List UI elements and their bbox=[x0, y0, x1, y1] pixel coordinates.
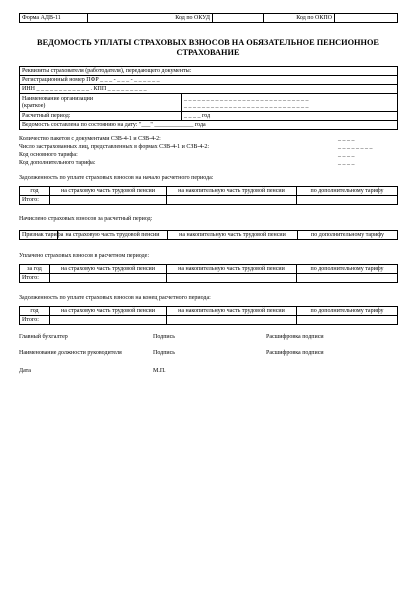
okpo-label: Код по ОКПО bbox=[264, 14, 335, 23]
signature-decoding-label: Расшифровка подписи bbox=[266, 350, 324, 356]
requisites-header: Реквизиты страхователя (работодателя), передающего документы: bbox=[20, 67, 398, 76]
col-header: на страховую часть трудовой пенсии bbox=[50, 307, 167, 316]
okud-code-field[interactable] bbox=[213, 14, 264, 23]
col-header: на страховую часть трудовой пенсии bbox=[50, 187, 167, 196]
col-header: на накопительную часть трудовой пенсии bbox=[168, 231, 298, 240]
table-cell[interactable] bbox=[167, 196, 297, 205]
total-label: Итого: bbox=[20, 196, 50, 205]
accrued-table bbox=[19, 230, 398, 240]
col-header: Признак тарифа bbox=[20, 231, 58, 240]
count-insured-label: Число застрахованных лиц, представленных в формах СЗВ-4-1 и СЗВ-4-2: bbox=[19, 144, 210, 150]
org-name-label bbox=[20, 94, 182, 112]
section-end-debt-title: Задолженность по уплате страховых взносов на конец расчетного периода: bbox=[19, 295, 211, 301]
end-debt-table bbox=[19, 306, 398, 325]
col-header: на страховую часть трудовой пенсии bbox=[50, 265, 167, 274]
total-label: Итого: bbox=[20, 316, 50, 325]
requisites-table bbox=[19, 66, 398, 130]
section-accrued-title: Начислено страховых взносов за расчетный период: bbox=[19, 216, 153, 222]
col-header: по дополнительному тарифу bbox=[298, 231, 398, 240]
extra-tariff-label: Код дополнительного тарифа: bbox=[19, 160, 96, 166]
inn-kpp-field[interactable]: ИНН _ _ _ _ _ _ _ _ _ _ _ _ . КПП _ _ _ _ _ _ _ _ _ bbox=[20, 85, 398, 94]
col-header: по дополнительному тарифу bbox=[297, 265, 398, 274]
col-header: год bbox=[20, 307, 50, 316]
col-header: на накопительную часть трудовой пенсии bbox=[167, 187, 297, 196]
section-start-debt-title: Задолженность по уплате страховых взносов на начало расчетного периода: bbox=[19, 175, 214, 181]
table-cell[interactable] bbox=[50, 316, 167, 325]
table-cell[interactable] bbox=[167, 316, 297, 325]
signature-label: Подпись bbox=[153, 350, 176, 356]
org-name-value-line2: _ _ _ _ _ _ _ _ _ _ _ _ _ _ _ _ _ _ _ _ _ _ _ _ _ _ _ _ bbox=[184, 102, 309, 109]
stamp-label: М.П. bbox=[153, 368, 166, 374]
reg-number-field[interactable]: Регистрационный номер ПФР _ _ _ - _ _ _ - _ _ _ _ _ _ bbox=[20, 76, 398, 85]
chief-accountant-label: Главный бухгалтер bbox=[19, 334, 68, 340]
date-label: Дата bbox=[19, 368, 31, 374]
count-packets-value[interactable]: _ _ _ _ bbox=[338, 136, 355, 142]
head-position-label: Наименование должности руководителя bbox=[19, 350, 122, 356]
count-packets-label: Количество пакетов с документами СЗВ-4-1 и СЗВ-4-2: bbox=[19, 136, 161, 142]
signature-decoding-label: Расшифровка подписи bbox=[266, 334, 324, 340]
org-name-label-line1: Наименование организации bbox=[22, 95, 94, 102]
col-header: на накопительную часть трудовой пенсии bbox=[167, 265, 297, 274]
col-header: год bbox=[20, 187, 50, 196]
col-header: по дополнительному тарифу bbox=[297, 307, 398, 316]
col-header: за год bbox=[20, 265, 50, 274]
signature-label: Подпись bbox=[153, 334, 176, 340]
table-cell[interactable] bbox=[297, 316, 398, 325]
table-cell[interactable] bbox=[50, 196, 167, 205]
extra-tariff-value[interactable]: _ _ _ _ bbox=[338, 160, 355, 166]
total-label: Итого: bbox=[20, 274, 50, 283]
main-tariff-value[interactable]: _ _ _ _ bbox=[338, 152, 355, 158]
col-header: по дополнительному тарифу bbox=[297, 187, 398, 196]
org-name-value-line1: _ _ _ _ _ _ _ _ _ _ _ _ _ _ _ _ _ _ _ _ _ _ _ _ _ _ _ _ bbox=[184, 95, 309, 102]
document-title: ВЕДОМОСТЬ УПЛАТЫ СТРАХОВЫХ ВЗНОСОВ НА ОБЯЗАТЕЛЬНОЕ ПЕНСИОННОЕ СТРАХОВАНИЕ bbox=[37, 38, 379, 57]
form-header bbox=[19, 13, 398, 23]
count-insured-value[interactable]: _ _ _ _ _ _ _ _ bbox=[338, 144, 373, 150]
col-header: на накопительную часть трудовой пенсии bbox=[167, 307, 297, 316]
period-field[interactable]: _ _ _ _ год bbox=[182, 112, 398, 121]
table-cell[interactable] bbox=[167, 274, 297, 283]
okud-label: Код по ОКУД bbox=[153, 14, 213, 23]
table-cell[interactable] bbox=[50, 274, 167, 283]
period-label: Расчетный период: bbox=[20, 112, 182, 121]
start-debt-table bbox=[19, 186, 398, 205]
org-name-label-line2: (краткое) bbox=[22, 102, 46, 109]
okpo-code-field[interactable] bbox=[335, 14, 398, 23]
col-header: на страховую часть трудовой пенсии bbox=[58, 231, 168, 240]
date-field[interactable]: Ведомость составлена по состоянию на дату: "___" _____________ года bbox=[20, 121, 398, 130]
form-name: Форма АДВ-11 bbox=[20, 14, 88, 23]
section-paid-title: Уплачено страховых взносов в расчетном периоде: bbox=[19, 253, 149, 259]
paid-table bbox=[19, 264, 398, 283]
table-cell[interactable] bbox=[297, 274, 398, 283]
org-name-field[interactable] bbox=[182, 94, 398, 112]
main-tariff-label: Код основного тарифа: bbox=[19, 152, 78, 158]
table-cell[interactable] bbox=[297, 196, 398, 205]
